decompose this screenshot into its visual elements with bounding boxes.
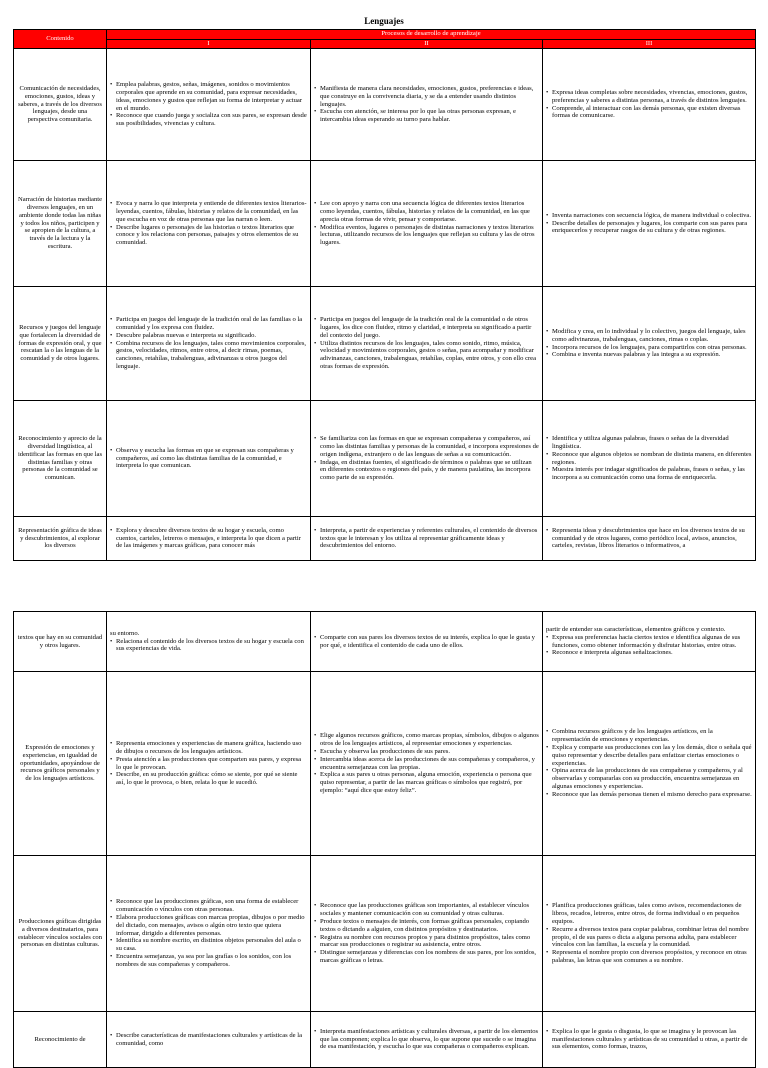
content-cell: Reconocimiento y aprecio de la diversidad lingüística, al identificar las formas en que las distintas familias y otras personas de la comunidad se comunican.: [14, 401, 107, 517]
bullet-list: [314, 435, 539, 482]
bullet-item: • Encuentra semejanzas, ya sea por las grafías o los sonidos, con los nombres de sus compañeras y compañeros.: [110, 953, 307, 969]
col-header-i: I: [107, 39, 311, 49]
bullet-item: • Describe detalles de personajes y lugares, los comparte con sus pares para enriquecerlos y recuperar rasgos de su cultura y de otras regiones.: [546, 220, 752, 236]
bullet-item: • Relaciona el contenido de los diversos textos de su hogar y escuela con sus experiencias de vida.: [110, 638, 307, 654]
content-cell: Expresión de emociones y experiencias, en igualdad de oportunidades, apoyándose de recursos gráficos personales y de los lenguajes artísticos.: [14, 672, 107, 856]
process-i-cell: [107, 856, 311, 1012]
bullet-item: • Se familiariza con las formas en que se expresan compañeras y compañeros, así como las distintas familias y personas de la comunidad, e incorpora expresiones de origen indígena, extranjero o de las lenguas de señas a su comunicación.: [314, 435, 539, 459]
process-iii-cell: [543, 612, 756, 672]
bullet-item: • Interpreta manifestaciones artísticas y culturales diversas, a partir de los elementos que las componen; explica lo que observa, lo que supone que sucede o se imagina de esa manifestación, y escucha lo que sus compañeras o compañeros explican.: [314, 1028, 539, 1052]
bullet-item: • Inventa narraciones con secuencia lógica, de manera individual o colectiva.: [546, 212, 752, 220]
bullet-item: • Emplea palabras, gestos, señas, imágenes, sonidos o movimientos corporales que aprende en su comunidad, para expresar necesidades, ideas, emociones y gustos que reflejan su forma de interpretar y actuar en el mundo.: [110, 81, 307, 113]
process-iii-cell: [543, 856, 756, 1012]
table-row: [14, 1012, 756, 1068]
bullet-list: [546, 527, 752, 551]
bullet-item: • Reconoce que las producciones gráficas son importantes, al establecer vínculos sociales y mantener comunicación con su comunidad y otras culturas.: [314, 902, 539, 918]
bullet-list: [546, 1028, 752, 1052]
bullet-item: • Representa el nombre propio con diversos propósitos, y reconoce en otras palabras, las letras que son comunes a su nombre.: [546, 949, 752, 965]
bullet-list: [110, 740, 307, 787]
col-header-content: Contenido: [14, 30, 107, 49]
process-ii-cell: [311, 612, 543, 672]
bullet-list: [546, 902, 752, 965]
table-row: [14, 856, 756, 1012]
bullet-list: [110, 200, 307, 247]
table-row: [14, 517, 756, 561]
process-i-cell: [107, 672, 311, 856]
process-i-cell: [107, 161, 311, 287]
bullet-item: • Explica lo que le gusta o disgusta, lo que se imagina y le provocan las manifestaciones culturales y artísticas de su comunidad u otras, a partir de sus elementos, como formas, trazos,: [546, 1028, 752, 1052]
process-i-cell: [107, 517, 311, 561]
bullet-item: • Elige algunos recursos gráficos, como marcas propias, símbolos, dibujos o algunos otros de los lenguajes artísticos, al representar emociones y experiencias.: [314, 732, 539, 748]
bullet-item: • Identifica su nombre escrito, en distintos objetos personales del aula o su casa.: [110, 937, 307, 953]
bullet-list: [546, 328, 752, 360]
page-title: Lenguajes: [364, 16, 404, 26]
bullet-item: • Representa emociones y experiencias de manera gráfica, haciendo uso de dibujos o recursos de los lenguajes artísticos.: [110, 740, 307, 756]
process-iii-cell: [543, 287, 756, 401]
bullet-list: [314, 634, 539, 650]
process-i-cell: [107, 612, 311, 672]
bullet-item: • Produce textos o mensajes de interés, con formas gráficas personales, copiando textos o dictando a alguien, con distintos propósitos y destinatarios.: [314, 918, 539, 934]
process-ii-cell: [311, 401, 543, 517]
bullet-item: • Participa en juegos del lenguaje de la tradición oral de la comunidad o de otros lugares, los dice con fluidez, ritmo y claridad, e interpreta su significado a partir del contexto del juego.: [314, 316, 539, 340]
bullet-item: • Presta atención a las producciones que comparten sus pares, y expresa lo que le provocan.: [110, 756, 307, 772]
col-header-group: Procesos de desarrollo de aprendizaje: [107, 30, 756, 40]
bullet-item: • Explora y descubre diversos textos de su hogar y escuela, como cuentos, carteles, letreros o mensajes, e interpreta lo que dicen a partir de las imágenes y marcas gráficas, para conocer más: [110, 527, 307, 551]
process-iii-cell: [543, 1012, 756, 1068]
bullet-item: • Expresa sus preferencias hacia ciertos textos e identifica algunas de sus funciones, como obtener información y disfrutar historias, entre otras.: [546, 634, 752, 650]
table-row: [14, 401, 756, 517]
table-row: [14, 612, 756, 672]
bullet-item: • Participa en juegos del lenguaje de la tradición oral de las familias o la comunidad y los expresa con fluidez.: [110, 316, 307, 332]
bullet-item: • Reconoce que las producciones gráficas, son una forma de establecer comunicación o vínculos con otras personas.: [110, 898, 307, 914]
bullet-list: [110, 316, 307, 371]
process-ii-cell: [311, 856, 543, 1012]
content-cell: textos que hay en su comunidad y otros lugares.: [14, 612, 107, 672]
bullet-item: • Distingue semejanzas y diferencias con los nombres de sus pares, por los sonidos, marcas gráficas o letras.: [314, 949, 539, 965]
bullet-item: • Descubre palabras nuevas e interpreta su significado.: [110, 332, 307, 340]
bullet-item: • Manifiesta de manera clara necesidades, emociones, gustos, preferencias e ideas, que construye en la convivencia diaria, y se da a entender usando distintos lenguajes.: [314, 85, 539, 109]
bullet-list: [110, 630, 307, 654]
bullet-item: • Intercambia ideas acerca de las producciones de sus compañeras y compañeros, y encuentra semejanzas con las propias.: [314, 756, 539, 772]
bullet-item: • Recurre a diversos textos para copiar palabras, combinar letras del nombre propio, el de sus pares o dicta a alguna persona adulta, para establecer vínculos con las familias, la escuela y la comunidad.: [546, 926, 752, 950]
bullet-item: • Combina recursos de los lenguajes, tales como movimientos corporales, gestos, velocidades, ritmos, entre otros, al decir rimas, poemas, canciones, retahílas, trabalenguas, adivinanzas u otros juegos del lenguaje.: [110, 340, 307, 372]
table-row: [14, 672, 756, 856]
table-row: [14, 287, 756, 401]
bullet-item: • Representa ideas y descubrimientos que hace en los diversos textos de su comunidad y de otros lugares, como periódico local, avisos, anuncios, carteles, revistas, libros literarios o informativos, a: [546, 527, 752, 551]
bullet-item: • Utiliza distintos recursos de los lenguajes, tales como sonido, ritmo, música, velocidad y movimientos corporales, gestos o señas, para acompañar y modificar adivinanzas, canciones, trabalenguas, retahílas, coplas, entre otros, y con ello crea otras formas de expresión.: [314, 340, 539, 372]
process-i-cell: [107, 49, 311, 161]
bullet-item: • Describe lugares o personajes de las historias o textos literarios que conoce y los relaciona con personas, paisajes y otros elementos de su comunidad.: [110, 224, 307, 248]
bullet-list: [314, 1028, 539, 1052]
bullet-item: • Muestra interés por indagar significados de palabras, frases o señas, y las incorpora a su comunicación como una forma de enriquecerla.: [546, 466, 752, 482]
col-header-ii: II: [311, 39, 543, 49]
bullet-item: • Comprende, al interactuar con las demás personas, que existen diversas formas de comunicarse.: [546, 105, 752, 121]
content-cell: Reconocimiento de: [14, 1012, 107, 1068]
process-iii-cell: [543, 672, 756, 856]
process-i-cell: [107, 287, 311, 401]
continued-text: su entorno.: [110, 629, 140, 637]
content-cell: Narración de historias mediante diversos lenguajes, en un ambiente donde todas las niñas y todos los niños, participen y se apropien de la cultura, a través de la lectura y la escritura.: [14, 161, 107, 287]
bullet-item: • Modifica y crea, en lo individual y lo colectivo, juegos del lenguaje, tales como adivinanzas, trabalenguas, canciones, rimas o coplas.: [546, 328, 752, 344]
bullet-list: [110, 1032, 307, 1048]
process-ii-cell: [311, 1012, 543, 1068]
bullet-item: • Observa y escucha las formas en que se expresan sus compañeras y compañeros, así como las distintas familias de la comunidad, e interpreta lo que comunican.: [110, 447, 307, 471]
bullet-item: • Opina acerca de las producciones de sus compañeras y compañeros, y al observarlas y compararlas con su producción, encuentra semejanzas en algunas emociones y experiencias.: [546, 767, 752, 791]
bullet-list: [546, 634, 752, 658]
process-iii-cell: [543, 401, 756, 517]
bullet-item: • Explica a sus pares u otras personas, alguna emoción, experiencia o persona que quiso representar, a partir de las marcas gráficas o símbolos que registró, por ejemplo: “aquí dice que estoy feliz”.: [314, 771, 539, 795]
bullet-item: • Interpreta, a partir de experiencias y referentes culturales, el contenido de diversos textos que le interesan y los utiliza al representar gráficamente ideas y descubrimientos del entorno.: [314, 527, 539, 551]
process-ii-cell: [311, 517, 543, 561]
content-cell: Producciones gráficas dirigidas a diversos destinatarios, para establecer vínculos sociales con personas en distintas culturas.: [14, 856, 107, 1012]
process-iii-cell: [543, 49, 756, 161]
bullet-item: • Escucha y observa las producciones de sus pares.: [314, 748, 539, 756]
content-cell: Representación gráfica de ideas y descubrimientos, al explorar los diversos: [14, 517, 107, 561]
bullet-item: • Reconoce que cuando juega y socializa con sus pares, se expresan desde sus posibilidades, vivencias y cultura.: [110, 112, 307, 128]
bullet-list: [546, 212, 752, 236]
bullet-item: • Describe características de manifestaciones culturales y artísticas de la comunidad, como: [110, 1032, 307, 1048]
process-i-cell: [107, 401, 311, 517]
col-header-iii: III: [543, 39, 756, 49]
content-cell: Comunicación de necesidades, emociones, gustos, ideas y saberes, a través de los diversos lenguajes, desde una perspectiva comunitaria.: [14, 49, 107, 161]
learning-table-page-1: [13, 29, 756, 561]
bullet-item: • Expresa ideas completas sobre necesidades, vivencias, emociones, gustos, preferencias y saberes a distintas personas, a través de distintos lenguajes.: [546, 89, 752, 105]
bullet-list: [110, 81, 307, 128]
bullet-item: • Describe, en su producción gráfica: cómo se siente, por qué se siente así, lo que le provoca, o bien, relata lo que le sucedió.: [110, 771, 307, 787]
process-iii-cell: [543, 161, 756, 287]
bullet-item: • Combina recursos gráficos y de los lenguajes artísticos, en la representación de emociones y experiencias.: [546, 728, 752, 744]
continued-text: partir de entender sus características, elementos gráficos y contexto.: [546, 625, 726, 633]
content-cell: Recursos y juegos del lenguaje que fortalecen la diversidad de formas de expresión oral, y que rescatan la o las lenguas de la comunidad y de otros lugares.: [14, 287, 107, 401]
process-iii-cell: [543, 517, 756, 561]
bullet-item: • Registra su nombre con recursos propios y para distintos propósitos, tales como marcar sus producciones o registrar su asistencia, entre otros.: [314, 934, 539, 950]
bullet-item: • Reconoce que las demás personas tienen el mismo derecho para expresarse.: [546, 791, 752, 799]
bullet-item: • Combina e inventa nuevas palabras y las integra a su expresión.: [546, 351, 752, 359]
learning-table-page-2: [13, 611, 756, 1068]
bullet-list: [110, 527, 307, 551]
bullet-list: [546, 728, 752, 799]
process-ii-cell: [311, 287, 543, 401]
bullet-list: [314, 527, 539, 551]
bullet-list: [314, 85, 539, 125]
bullet-item: • Identifica y utiliza algunas palabras, frases o señas de la diversidad lingüística.: [546, 435, 752, 451]
bullet-list: [314, 902, 539, 965]
bullet-item: • Indaga, en distintas fuentes, el significado de términos o palabras que se utilizan en diferentes contextos o regiones del país, y de manera paulatina, las incorpora como parte de su expresión.: [314, 459, 539, 483]
bullet-item: • Explica y comparte sus producciones con las y los demás, dice o señala qué quiso representar y describe detalles para enfatizar ciertas emociones o experiencias.: [546, 744, 752, 768]
bullet-list: [546, 89, 752, 121]
bullet-list: [110, 447, 307, 471]
bullet-item: • Lee con apoyo y narra con una secuencia lógica de diferentes textos literarios como leyendas, cuentos, fábulas, historias y relatos de la comunidad, en las que aprecia otras formas de vivir, pensar y comportarse.: [314, 200, 539, 224]
bullet-item: • Escucha con atención, se interesa por lo que las otras personas expresan, e intercambia ideas esperando su turno para hablar.: [314, 108, 539, 124]
process-i-cell: [107, 1012, 311, 1068]
bullet-item: • Modifica eventos, lugares o personajes de distintas narraciones y textos literarios lecturas, utilizando recursos de los lenguajes que reflejan su cultura y las de otros lugares.: [314, 224, 539, 248]
table-row: [14, 49, 756, 161]
bullet-item: • Comparte con sus pares los diversos textos de su interés, explica lo que le gusta y por qué, e identifica el contenido de cada uno de ellos.: [314, 634, 539, 650]
process-ii-cell: [311, 161, 543, 287]
bullet-list: [110, 898, 307, 969]
bullet-item: • Incorpora recursos de los lenguajes, para compartirlos con otras personas.: [546, 344, 752, 352]
bullet-list: [314, 316, 539, 371]
bullet-item: • Reconoce que algunos objetos se nombran de distinta manera, en diferentes regiones.: [546, 451, 752, 467]
table-row: [14, 161, 756, 287]
bullet-item: • Evoca y narra lo que interpreta y entiende de diferentes textos literarios-leyendas, cuentos, fábulas, historias y relatos de la comunidad, en las que escucha en voz de otras personas que las narran o leen.: [110, 200, 307, 224]
bullet-list: [546, 435, 752, 482]
bullet-item: • Reconoce e interpreta algunas señalizaciones.: [546, 649, 752, 657]
process-ii-cell: [311, 49, 543, 161]
bullet-list: [314, 200, 539, 247]
process-ii-cell: [311, 672, 543, 856]
bullet-item: • Planifica producciones gráficas, tales como avisos, recomendaciones de libros, recados, letreros, entre otros, de forma individual o en pequeños equipos.: [546, 902, 752, 926]
bullet-item: • Elabora producciones gráficas con marcas propias, dibujos o por medio del dictado, con mensajes, avisos o algún otro texto que quiera informar, dirigido a diferentes personas.: [110, 914, 307, 938]
bullet-list: [314, 732, 539, 795]
